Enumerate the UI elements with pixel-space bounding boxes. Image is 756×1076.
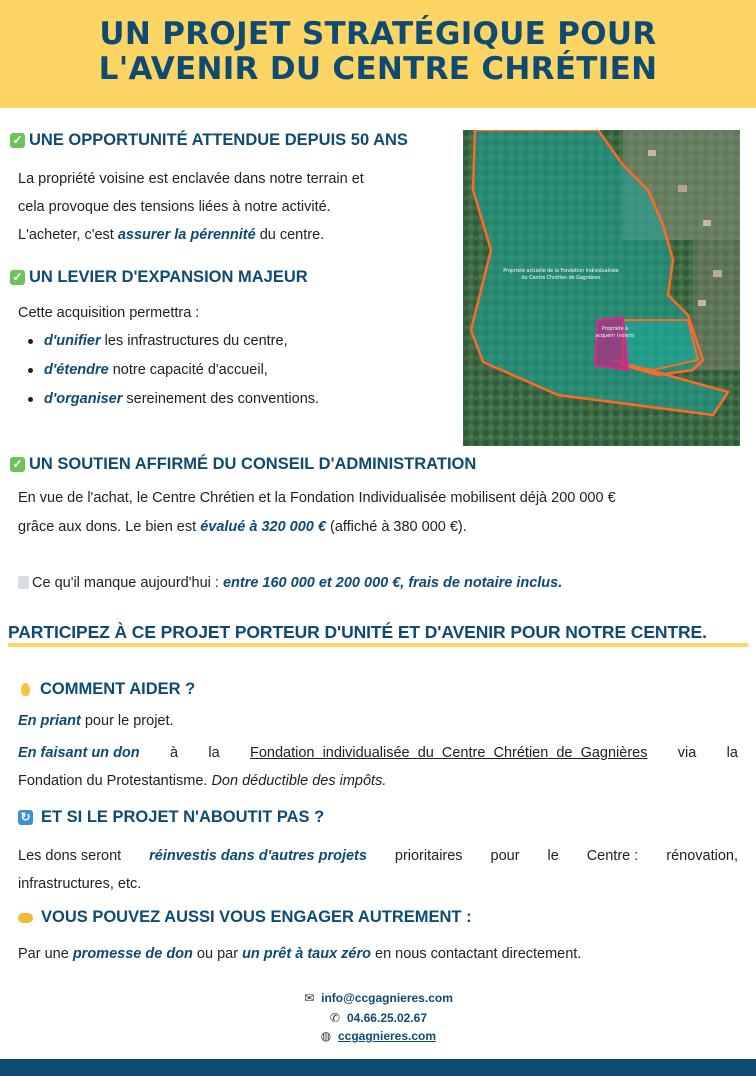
word: la bbox=[208, 745, 220, 761]
page-title-line-1: UN PROJET STRATÉGIQUE POUR bbox=[99, 16, 657, 52]
word: à bbox=[169, 745, 179, 761]
opportunity-text-3 bbox=[18, 226, 324, 244]
section-expansion-heading bbox=[10, 268, 308, 287]
word: le bbox=[547, 848, 559, 864]
building bbox=[698, 300, 706, 306]
lightbulb-icon bbox=[21, 683, 30, 696]
handshake-icon bbox=[18, 913, 33, 923]
fallback-text bbox=[18, 847, 738, 893]
help-pray-text bbox=[18, 712, 174, 730]
contact-email-row bbox=[0, 991, 756, 1005]
justified-line bbox=[18, 744, 738, 762]
section-engage-title: VOUS POUVEZ AUSSI VOUS ENGAGER AUTREMENT : bbox=[41, 908, 472, 926]
text-fragment: Ce qu'il manque aujourd'hui : bbox=[32, 575, 223, 591]
footer-bar bbox=[0, 1059, 756, 1076]
word: de bbox=[556, 745, 573, 761]
section-support-heading bbox=[10, 455, 476, 474]
contact-website-link[interactable]: ccgagnieres.com bbox=[337, 1029, 437, 1043]
emphasis-text: assurer la pérennité bbox=[117, 227, 256, 243]
building bbox=[703, 220, 711, 226]
check-icon: ✓ bbox=[10, 133, 25, 148]
section-opportunity-title: UNE OPPORTUNITÉ ATTENDUE DEPUIS 50 ANS bbox=[29, 131, 408, 149]
cycle-arrows-icon: ↻ bbox=[18, 810, 33, 825]
page-title-line-2: L'AVENIR DU CENTRE CHRÉTIEN bbox=[98, 51, 658, 87]
building bbox=[713, 270, 722, 277]
call-to-action: PARTICIPEZ À CE PROJET PORTEUR D'UNITÉ ET D'AVENIR POUR NOTRE CENTRE. bbox=[8, 622, 707, 642]
section-help-title: COMMENT AIDER ? bbox=[40, 680, 196, 698]
text-fragment: les infrastructures du centre, bbox=[100, 333, 288, 349]
opportunity-text-1: La propriété voisine est enclavée dans notre terrain et bbox=[18, 171, 364, 187]
word: Chrétien bbox=[493, 745, 549, 761]
contact-phone[interactable]: 04.66.25.02.67 bbox=[346, 1011, 428, 1025]
aerial-map-drawing bbox=[463, 130, 740, 446]
building bbox=[678, 185, 687, 192]
word: prioritaires bbox=[394, 848, 463, 864]
building bbox=[648, 150, 656, 156]
list-item bbox=[26, 390, 319, 419]
justified-line: infrastructures, etc. bbox=[18, 876, 142, 892]
section-fallback-heading bbox=[18, 808, 324, 827]
text-fragment: en nous contactant directement. bbox=[370, 946, 582, 962]
word: rénovation, bbox=[666, 848, 738, 864]
emphasis-text: En priant bbox=[18, 713, 81, 729]
text-fragment: notre capacité d'accueil, bbox=[108, 362, 268, 378]
contact-web-row bbox=[0, 1029, 756, 1043]
opportunity-text-2: cela provoque des tensions liées à notre activité. bbox=[18, 199, 331, 215]
emphasis-text: un prêt à taux zéro bbox=[242, 946, 371, 962]
map-label-current-1: Propriété actuelle de la Fondation individualisée bbox=[503, 269, 619, 274]
word: individualisée bbox=[322, 745, 410, 761]
section-help-heading bbox=[18, 680, 195, 699]
map-label-neighbour-2: acquérir (voisin) bbox=[595, 334, 635, 339]
text-fragment: Par une bbox=[18, 946, 73, 962]
text-fragment: Fondation du Protestantisme. bbox=[18, 773, 212, 789]
emphasis-text: En faisant un don bbox=[18, 745, 140, 761]
emphasis-text: promesse de don bbox=[72, 946, 193, 962]
map-label-neighbour-1: Propriété à bbox=[601, 327, 629, 332]
word: pour bbox=[490, 848, 520, 864]
check-icon: ✓ bbox=[10, 270, 25, 285]
neighbour-property-outline bbox=[595, 318, 628, 370]
check-icon: ✓ bbox=[10, 457, 25, 472]
list-item bbox=[26, 332, 319, 361]
missing-amount-text bbox=[18, 574, 562, 592]
text-fragment: ou par bbox=[192, 946, 243, 962]
word: Centre bbox=[441, 745, 486, 761]
word: du bbox=[417, 745, 434, 761]
expansion-bullet-list bbox=[26, 332, 319, 419]
emphasis-text: réinvestis dans d'autres projets bbox=[149, 848, 367, 864]
word: via bbox=[677, 745, 697, 761]
foundation-name-link-text bbox=[250, 744, 647, 762]
field-outline bbox=[623, 320, 698, 370]
emphasis-text: évalué à 320 000 € bbox=[200, 519, 326, 535]
justified-line bbox=[18, 772, 738, 790]
emphasis-text: d'organiser bbox=[44, 391, 123, 407]
contact-email[interactable]: info@ccgagnieres.com bbox=[321, 991, 453, 1005]
section-opportunity-heading bbox=[10, 131, 408, 150]
text-fragment: sereinement des conventions. bbox=[122, 391, 320, 407]
cta-highlight bbox=[8, 643, 748, 647]
email-icon: ✉ bbox=[304, 991, 315, 1005]
section-expansion-title: UN LEVIER D'EXPANSION MAJEUR bbox=[29, 268, 308, 286]
text-fragment: L'acheter, c'est bbox=[18, 227, 118, 243]
word: Fondation bbox=[250, 745, 315, 761]
emphasis-text: d'étendre bbox=[44, 362, 109, 378]
map-label-current-2: du Centre Chrétien de Gagnières bbox=[521, 276, 601, 281]
text-fragment: (affiché à 380 000 €). bbox=[325, 519, 467, 535]
list-item bbox=[26, 361, 319, 390]
italic-text: Don déductible des impôts. bbox=[211, 773, 387, 789]
phone-icon: ✆ bbox=[329, 1011, 340, 1025]
aerial-map-image bbox=[463, 130, 740, 446]
emphasis-text: entre 160 000 et 200 000 €, frais de notaire inclus. bbox=[222, 575, 563, 591]
section-fallback-title: ET SI LE PROJET N'ABOUTIT PAS ? bbox=[41, 808, 325, 826]
header-banner bbox=[0, 0, 756, 108]
text-fragment: du centre. bbox=[255, 227, 325, 243]
support-text-2 bbox=[18, 518, 467, 536]
globe-icon: ◍ bbox=[320, 1029, 332, 1043]
text-fragment: grâce aux dons. Le bien est bbox=[18, 519, 201, 535]
emphasis-text: d'unifier bbox=[44, 333, 101, 349]
justified-line bbox=[18, 847, 738, 865]
expansion-intro: Cette acquisition permettra : bbox=[18, 305, 200, 321]
contact-phone-row bbox=[0, 1011, 756, 1025]
text-fragment: pour le projet. bbox=[80, 713, 174, 729]
section-engage-heading bbox=[18, 908, 472, 927]
section-support-title: UN SOUTIEN AFFIRMÉ DU CONSEIL D'ADMINISTRATION bbox=[29, 455, 477, 473]
word: la bbox=[726, 745, 738, 761]
help-donate-text bbox=[18, 744, 738, 790]
memo-icon bbox=[18, 576, 29, 589]
word: Gagnières bbox=[580, 745, 648, 761]
support-text-1: En vue de l'achat, le Centre Chrétien et la Fondation Individualisée mobilisent déjà 200 000 € bbox=[18, 490, 616, 506]
word: Centre : bbox=[586, 848, 639, 864]
engage-text bbox=[18, 945, 581, 963]
word: Les dons seront bbox=[18, 848, 122, 864]
